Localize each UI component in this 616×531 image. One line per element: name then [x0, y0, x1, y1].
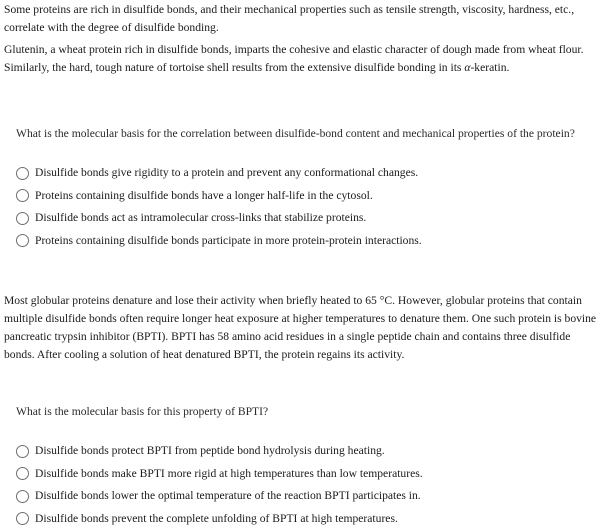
question-1-option[interactable]	[16, 207, 422, 230]
option-label[interactable]: Proteins containing disulfide bonds participate in more protein-protein interactions.	[35, 233, 422, 247]
bpti-paragraph	[4, 292, 612, 364]
radio-button[interactable]	[16, 490, 29, 503]
glutenin-line-text: Similarly, the hard, tough nature of tortoise shell results from the extensive disulfide bonding in its	[4, 61, 465, 74]
intro-line: Some proteins are rich in disulfide bonds, and their mechanical properties such as tensile strength, viscosity, hardness, etc.,	[4, 3, 575, 16]
radio-button[interactable]	[16, 467, 29, 480]
alpha-symbol: α	[464, 61, 471, 74]
option-label[interactable]: Disulfide bonds make BPTI more rigid at high temperatures than low temperatures.	[35, 466, 423, 480]
question-1-options	[16, 162, 422, 252]
radio-button[interactable]	[16, 189, 29, 202]
question-1-option[interactable]	[16, 185, 422, 208]
radio-button[interactable]	[16, 212, 29, 225]
glutenin-line	[4, 59, 612, 77]
question-1-option[interactable]	[16, 162, 422, 185]
question-2-option[interactable]	[16, 508, 423, 531]
option-label[interactable]: Disulfide bonds prevent the complete unfolding of BPTI at high temperatures.	[35, 511, 398, 525]
question-1-prompt: What is the molecular basis for the correlation between disulfide-bond content and mechanical properties of the protein?	[16, 127, 575, 140]
question-2-option[interactable]	[16, 440, 423, 463]
radio-button[interactable]	[16, 445, 29, 458]
question-2-option[interactable]	[16, 485, 423, 508]
bpti-line: multiple disulfide bonds often require longer heat exposure at higher temperatures to denature them. One such protein is bovine	[4, 312, 597, 325]
intro-line: correlate with the degree of disulfide bonding.	[4, 21, 219, 34]
question-1-option[interactable]	[16, 230, 422, 253]
bpti-line: pancreatic trypsin inhibitor (BPTI). BPTI has 58 amino acid residues in a single peptide chain and contains three disulfide	[4, 330, 571, 343]
question-2-prompt: What is the molecular basis for this property of BPTI?	[16, 405, 269, 418]
option-label[interactable]: Disulfide bonds give rigidity to a protein and prevent any conformational changes.	[35, 166, 419, 180]
radio-button[interactable]	[16, 512, 29, 525]
bpti-line: bonds. After cooling a solution of heat denatured BPTI, the protein regains its activity.	[4, 348, 405, 361]
radio-button[interactable]	[16, 234, 29, 247]
intro-paragraph	[4, 1, 612, 37]
question-2-option[interactable]	[16, 463, 423, 486]
glutenin-line-suffix: -keratin.	[470, 61, 510, 74]
option-label[interactable]: Disulfide bonds lower the optimal temperature of the reaction BPTI participates in.	[35, 489, 421, 503]
glutenin-line: Glutenin, a wheat protein rich in disulfide bonds, imparts the cohesive and elastic character of dough made from wheat flour.	[4, 43, 584, 56]
option-label[interactable]: Proteins containing disulfide bonds have a longer half-life in the cytosol.	[35, 188, 373, 202]
option-label[interactable]: Disulfide bonds act as intramolecular cross-links that stabilize proteins.	[35, 211, 367, 225]
radio-button[interactable]	[16, 167, 29, 180]
question-2-options	[16, 440, 423, 530]
option-label[interactable]: Disulfide bonds protect BPTI from peptide bond hydrolysis during heating.	[35, 444, 385, 458]
glutenin-paragraph	[4, 41, 612, 77]
bpti-line: Most globular proteins denature and lose their activity when briefly heated to 65 °C. However, globular proteins that contain	[4, 294, 582, 307]
